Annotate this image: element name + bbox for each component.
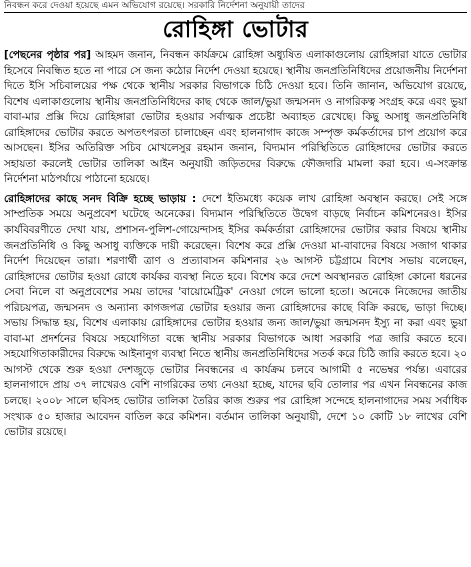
paragraph-1-text: আহমদ জনান, নিবন্ধন কার্যক্রমে রোহিঙ্গা অধ্যুষিত এলাকাগুলোয় রোহিঙ্গারা যাতে ভোটার হিসেবে নিবন্ধিত হতে না পারে সে জন্য কঠোর নির্দেশ দেওয়া হয়েছে। স্থানীয় জনপ্রতিনিধিদের প্রয়োজনীয় নির্দেশনা দিতে ইসি সচিবালয়ের পক্ষ থেকে স্থানীয় সরকার বিভাগকে চিঠি দেওয়া হবে। তিনি জানান, অভিযোগ রয়েছে, বিশেষ এলাকাগুলোয় স্থানীয় জনপ্রতিনিধিদের কাছ থেকে জাল/ভুয়া জন্মসনদ ও নাগরিকত্ব সংগ্রহ করে এবং ভুয়া বাবা-মার প্রক্সি দিয়ে রোহিঙ্গারা ভোটার হওয়ার সর্বাত্মক প্রচেষ্টা অব্যাহত রেখেছে। কিছু অসাধু জনপ্রতিনিধি রোহিঙ্গাদের ভোটার করতে অপতৎপরতা চালাচ্ছেন এবং হালনাগাদ কাজে সম্পৃক্ত কর্মকর্তাদের চাপ প্রয়োগ করে আসছেন। ইসির অতিরিক্ত সচিব মোখলেসুর রহমান জনান, বিদ্যমান পরিস্থিতিতে রোহিঙ্গাদের ভোটার করতে সহায়তা করলেই ভোটার তালিকা আইন অনুযায়ী জড়িতদের বিরুদ্ধে ফৌজদারি মামলা করা হবে। এ-সংক্রান্ত নির্দেশনা মাঠপর্যায়ে পাঠানো হয়েছে। (4, 49, 467, 186)
headline: রোহিঙ্গা ভোটার (162, 17, 309, 43)
subheading: রোহিঙ্গাদের কাছে সনদ বিক্রি হচ্ছে ভাড়ায় : (4, 192, 197, 205)
article-paragraph-2 (4, 192, 467, 441)
article-paragraph-1 (4, 48, 467, 188)
paragraph-2-text: দেশে ইতিমধ্যে কয়েক লাখ রোহিঙ্গা অবস্থান করছে। সেই সঙ্গে সাম্প্রতিক সময়ে অনুপ্রবেশ ঘটেছে অনেকের। বিদ্যমান পরিস্থিতিতে উদ্বেগ বাড়ছে নির্বাচন কমিশনেরও। ইসির কার্যবিবরণীতে দেখা যায়, প্রশাসন-পুলিশ-গোয়েন্দাসহ ইসির কর্মকর্তারা রোহিঙ্গাদের ভোটার করার বিষয়ে স্থানীয় জনপ্রতিনিধি ও কিছু অসাধু ব্যক্তিকে দায়ী করেছেন। বিশেষ করে প্রক্সি দেওয়া মা-বাবাদের বিষয়ে সজাগ থাকার নির্দেশ দিয়েছেন তারা। শরণার্থী ত্রাণ ও প্রত্যাবাসন কমিশনার ২৬ আগস্ট চট্টগ্রামে বিশেষ সভায় বলেছেন, রোহিঙ্গাদের ভোটার হওয়া রোধে কার্যকর ব্যবস্থা নিতে হবে। বিশেষ করে দেশে অবস্থানরত রোহিঙ্গা কোনো ধরনের সেবা নিলে বা অনুপ্রবেশের সময় তাদের 'বায়োমেট্রিক' নেওয়া গেলে ভালো হতো। অনেকে নিজেদের জাতীয় পরিচয়পত্র, জন্মসনদ ও অন্যান্য কাগজপত্র ভোটার হওয়ার জন্য রোহিঙ্গাদের কাছে বিক্রি করছে, ভাড়া দিচ্ছে। সভায় সিদ্ধান্ত হয়, বিশেষ এলাকায় রোহিঙ্গাদের ভোটার হওয়ার জন্য জাল/ভুয়া জন্মসনদ ইস্যু না করা এবং ভুয়া বাবা-মা প্রদর্শনের বিষয়ে সহযোগিতা বন্ধে স্থানীয় সরকার বিভাগকে আধা সরকারি পত্র জারি করতে হবে। সহযোগিতাকারীদের বিরুদ্ধে আইনানুগ ব্যবস্থা নিতে স্থানীয় জনপ্রতিনিধিদের সতর্ক করে চিঠি জারি করতে হবে। ২০ আগস্ট থেকে শুরু হওয়া দেশজুড়ে ভোটার নিবন্ধনের এ কার্যক্রম চলবে আগামী ৫ নভেম্বর পর্যন্ত। এবারের হালনাগাদে প্রায় ৩৭ লাখেরও বেশি নাগরিকের তথ্য নেওয়া হচ্ছে, যাদের ছবি তোলার পর এখন নিবন্ধনের কাজ চলছে। ২০০৮ সালে ছবিসহ ভোটার তালিকা তৈরির কাজ শুরুর পর রোহিঙ্গা সন্দেহে হালনাগাদের সময় সর্বাধিক সংখ্যক ৫০ হাজার আবেদন বাতিল করে কমিশন। বর্তমান তালিকা অনুযায়ী, দেশে ১০ কোটি ১৮ লাখের বেশি ভোটার রয়েছে। (4, 192, 467, 439)
continued-from-label: [পেছনের পৃষ্ঠার পর] (4, 49, 91, 61)
previous-column-text: নিবন্ধন করে দেওয়া হয়েছে এমন অভিযোগ রয়েছে। সরকারি নির্দেশনা অনুযায়ী তাদের (4, 0, 467, 13)
